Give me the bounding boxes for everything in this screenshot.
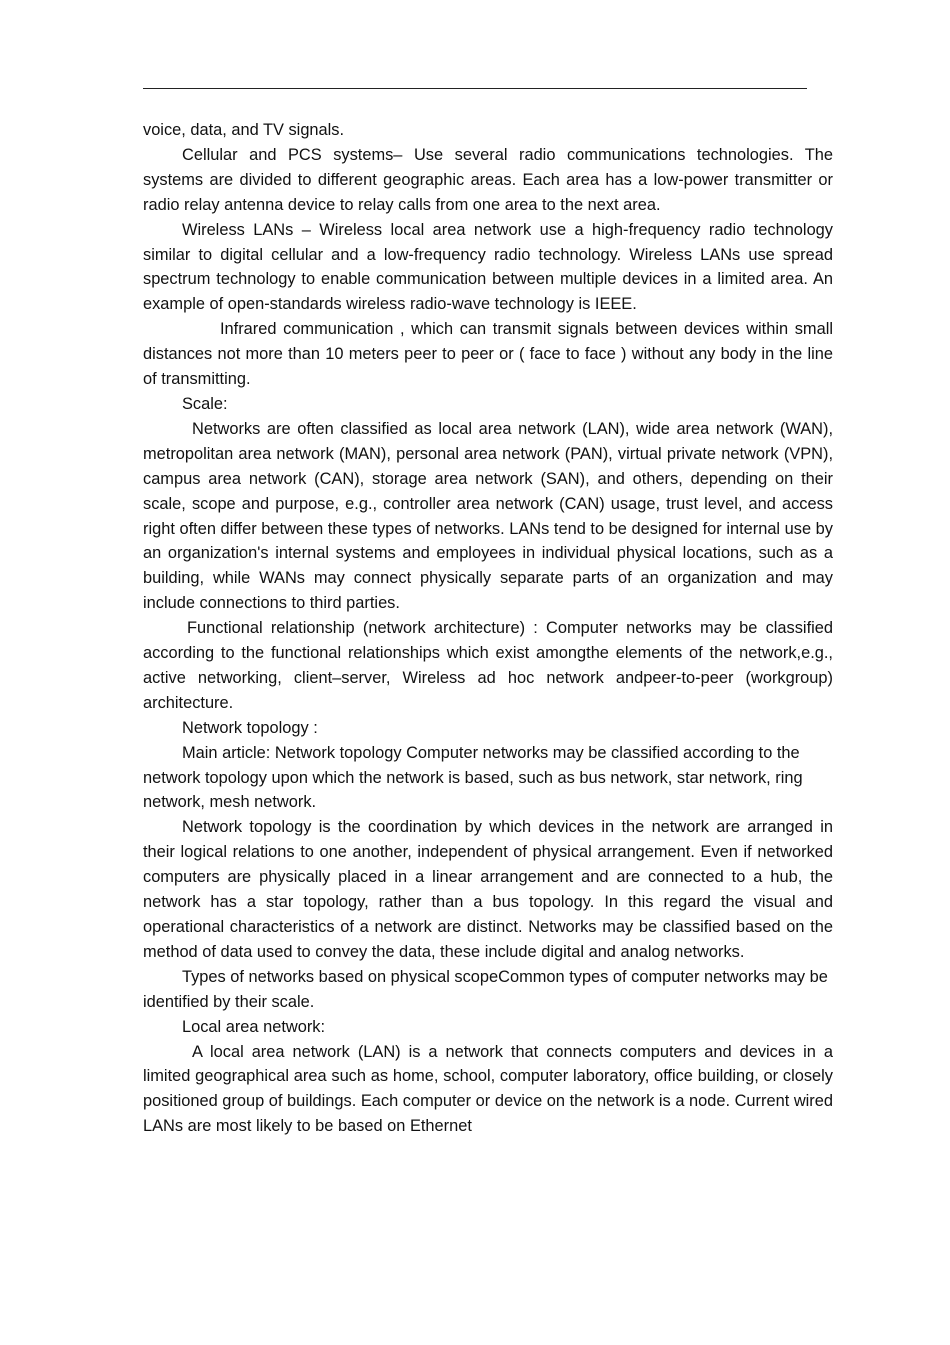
paragraph-infrared: Infrared communication , which can transmit signals between devices within small distances not more than 10 meters peer to peer or ( face to face ) without any body in the line of transmitting. <box>143 320 833 389</box>
paragraph-scale: Networks are often classified as local area network (LAN), wide area network (WAN), metropolitan area network (MAN), personal area network (PAN), virtual private network (VPN), campus area network (CAN), storage area network (SAN), and others, depending on their scale, scope and purpose, e.g., controller area network (CAN) usage, trust level, and access right often differ between these types of networks. LANs tend to be designed for internal use by an organization's internal systems and employees in individual physical locations, such as a building, while WANs may connect physically separate parts of an organization and may include connections to third parties. <box>143 419 833 613</box>
document-body <box>143 118 833 1139</box>
header-rule <box>143 88 807 89</box>
paragraph-cellular-pcs: Cellular and PCS systems– Use several radio communications technologies. The systems are divided to different geographic areas. Each area has a low-power transmitter or radio relay antenna device to relay calls from one area to the next area. <box>143 145 833 214</box>
paragraph-main-article: Main article: Network topology Computer networks may be classified according to the network topology upon which the network is based, such as bus network, star network, ring network, mesh network. <box>143 743 803 812</box>
paragraph-wireless-lans: Wireless LANs – Wireless local area network use a high-frequency radio technology similar to digital cellular and a low-frequency radio technology. Wireless LANs use spread spectrum technology to enable communication between multiple devices in a limited area. An example of open-standards wireless radio-wave technology is IEEE. <box>143 220 833 314</box>
heading-local-area-network: Local area network: <box>182 1017 326 1036</box>
paragraph-network-topology: Network topology is the coordination by which devices in the network are arranged in their logical relations to one another, independent of physical arrangement. Even if networked computers are physically placed in a linear arrangement and are connected to a hub, the network has a star topology, rather than a bus topology. In this regard the visual and operational characteristics of a network are distinct. Networks may be classified based on the method of data used to convey the data, these include digital and analog networks. <box>143 818 833 961</box>
heading-scale: Scale: <box>182 394 228 413</box>
paragraph-functional-relationship: Functional relationship (network architecture) : Computer networks may be classified according to the functional relationships which exist amongthe elements of the network,e.g., active networking, client–server, Wireless ad hoc network andpeer-to-peer (workgroup) architecture. <box>143 619 833 712</box>
paragraph-local-area-network: A local area network (LAN) is a network that connects computers and devices in a limited geographical area such as home, school, computer laboratory, office building, or closely positioned group of buildings. Each computer or device on the network is a node. Current wired LANs are most likely to be based on Ethernet <box>143 1042 833 1136</box>
paragraph-types-of-networks: Types of networks based on physical scopeCommon types of computer networks may be identified by their scale. <box>143 967 828 1011</box>
paragraph-continuation: voice, data, and TV signals. <box>143 121 345 139</box>
heading-network-topology: Network topology : <box>182 718 318 737</box>
